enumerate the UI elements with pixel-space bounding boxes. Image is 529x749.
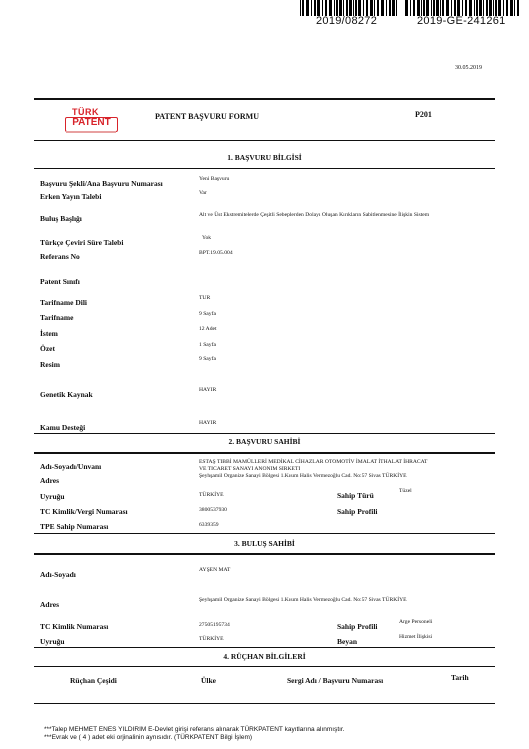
barcode-bar <box>325 0 327 16</box>
label-inventor-profile: Sahip Profili <box>337 622 378 631</box>
barcode-right <box>405 0 522 16</box>
barcode-bar <box>431 0 432 16</box>
barcode-bar <box>410 0 411 16</box>
label-owner-profile: Sahip Profili <box>337 507 378 516</box>
label-inventor-tc: TC Kimlik Numarası <box>40 622 109 631</box>
barcode-bar <box>339 0 342 16</box>
barcode-bar <box>483 0 484 16</box>
barcode-bar <box>474 0 475 16</box>
form-code: P201 <box>415 110 432 119</box>
barcode-bar <box>353 0 354 16</box>
value-inventor-address: Şeyhşamil Organize Sanayi Bölgesi 1.Kısım Halis Vermezoğlu Cad. No:57 Sivas TÜRKİYE <box>199 597 407 603</box>
section2-title: 2. BAŞVURU SAHİBİ <box>228 437 301 446</box>
value-owner-type: Tüzel <box>399 488 412 494</box>
form-title: PATENT BAŞVURU FORMU <box>155 112 260 121</box>
section3-title: 3. BULUŞ SAHİBİ <box>234 539 295 548</box>
value-applicant-address: Şeyhşamil Organize Sanayi Bölgesi 1.Kısım Halis Vermezoğlu Cad. No:57 Sivas TÜRKİYE <box>199 473 407 479</box>
barcode-bar <box>366 0 368 16</box>
barcode-bar <box>442 0 444 16</box>
document-date: 30.05.2019 <box>455 65 482 71</box>
value-inventor-profile: Arge Personeli <box>399 619 433 625</box>
label-abstract: Özet <box>40 344 55 353</box>
label-inventor-nationality: Uyruğu <box>40 637 65 646</box>
barcode-bar <box>503 0 504 16</box>
barcode-bar <box>469 0 472 16</box>
barcode-bar <box>514 0 515 16</box>
barcode-bar <box>454 0 456 16</box>
barcode-bar <box>343 0 344 16</box>
label-description-language: Tarifname Dili <box>40 298 88 307</box>
barcode-right-number: 2019-GE-241261 <box>417 15 506 27</box>
value-translation-request: Yok <box>202 235 212 241</box>
barcode-bar <box>389 0 391 16</box>
label-description: Tarifname <box>40 313 74 322</box>
value-invention-title: Alt ve Üst Ekstremitelerde Çeşitli Sebeplerden Dolayı Oluşan Kırıkların Sabitlenmesine İlişkin Sistem <box>199 212 430 218</box>
barcode-bar <box>349 0 352 16</box>
barcode-bar <box>386 0 387 16</box>
col-country: Ülke <box>201 676 216 685</box>
barcode-left <box>300 0 398 16</box>
barcode-bar <box>405 0 408 16</box>
barcode-bar <box>322 0 323 16</box>
value-applicant-name-line1: ESTAŞ TIBBİ MAMÜLLERİ MEDİKAL CİHAZLAR OTOMOTİV İMALAT İTHALAT İHRACAT <box>199 459 428 465</box>
barcode-bar <box>358 0 361 16</box>
barcode-bar <box>377 0 379 16</box>
value-claims: 12 Adet <box>199 326 217 332</box>
value-genetic-source: HAYIR <box>199 387 217 393</box>
value-public-support: HAYIR <box>199 420 217 426</box>
barcode-bar <box>314 0 316 16</box>
label-drawings: Resim <box>40 360 60 369</box>
label-tpe-number: TPE Sahip Numarası <box>40 522 109 531</box>
barcode-bar <box>311 0 312 16</box>
barcode-bar <box>498 0 501 16</box>
footer-note-1: ***Talep MEHMET ENES YILDIRIM E-Devlet girişi referans alınarak TÜRKPATENT kayıtlarına alınmıştır. <box>44 726 345 733</box>
barcode-bar <box>510 0 513 16</box>
section1-rule <box>34 168 495 169</box>
value-inventor-tc: 27505195734 <box>199 622 230 628</box>
value-abstract: 1 Sayfa <box>199 342 216 348</box>
barcode-bar <box>465 0 467 16</box>
label-tax-number: TC Kimlik/Vergi Numarası <box>40 507 128 516</box>
barcode-bar <box>363 0 364 16</box>
label-early-publication: Erken Yayın Talebi <box>40 192 102 201</box>
section4-bottom-rule <box>34 703 495 704</box>
value-inventor-nationality: TÜRKİYE <box>199 636 224 642</box>
value-description: 9 Sayfa <box>199 311 216 317</box>
label-inventor-address: Adres <box>40 600 60 609</box>
barcode-bar <box>506 0 508 16</box>
label-inventor-statement: Beyan <box>337 637 358 646</box>
value-tax-number: 3800537930 <box>199 507 227 513</box>
barcode-bar <box>440 0 441 16</box>
barcode-bar <box>317 0 320 16</box>
value-applicant-name-line2: VE TİCARET SANAYİ ANONİM ŞİRKETİ <box>199 466 301 470</box>
barcode-bar <box>462 0 463 16</box>
label-invention-title: Buluş Başlığı <box>40 214 82 223</box>
barcode-bar <box>495 0 497 16</box>
label-genetic-source: Genetik Kaynak <box>40 390 93 399</box>
label-application-type: Başvuru Şekli/Ana Başvuru Numarası <box>40 179 163 188</box>
section2-top-rule <box>34 433 495 434</box>
logo-tagline <box>66 131 116 133</box>
label-public-support: Kamu Desteği <box>40 423 86 432</box>
label-claims: İstem <box>40 329 58 338</box>
section4-rule <box>34 666 495 667</box>
section1-title: 1. BAŞVURU BİLGİSİ <box>227 153 302 162</box>
label-applicant-name: Adı-Soyadı/Unvanı <box>40 462 102 471</box>
section4-title: 4. RÜÇHAN BİLGİLERİ <box>223 652 306 661</box>
header-top-rule <box>34 98 495 100</box>
barcode-bar <box>374 0 375 16</box>
barcode-bar <box>479 0 482 16</box>
section2-rule <box>34 452 495 454</box>
value-applicant-nationality: TÜRKİYE <box>199 492 224 498</box>
barcode-bar <box>426 0 429 16</box>
barcode-bar <box>413 0 415 16</box>
value-inventor-name: AYŞEN MAT <box>199 567 231 573</box>
label-applicant-address: Adres <box>40 476 60 485</box>
value-early-publication: Var <box>199 190 207 196</box>
barcode-bar <box>346 0 348 16</box>
barcode-bar <box>436 0 439 16</box>
barcode-bar <box>381 0 384 16</box>
label-inventor-name: Adı-Soyadı <box>40 570 76 579</box>
barcode-bar <box>486 0 488 16</box>
logo-text-bottom: PATENT <box>72 117 111 128</box>
value-drawings: 9 Sayfa <box>199 356 216 362</box>
section4-top-rule <box>34 647 495 648</box>
barcode-bar <box>302 0 304 16</box>
section3-rule <box>34 553 495 555</box>
section3-top-rule <box>34 533 495 534</box>
barcode-bar <box>489 0 492 16</box>
value-application-type: Yeni Başvuru <box>199 176 230 182</box>
barcode-bar <box>392 0 395 16</box>
barcode-bar <box>300 0 301 16</box>
barcode-bar <box>417 0 420 16</box>
label-patent-class: Patent Sınıfı <box>40 277 80 286</box>
barcode-bar <box>334 0 335 16</box>
col-date: Tarih <box>451 673 469 682</box>
label-owner-type: Sahip Türü <box>337 491 374 500</box>
col-priority-type: Rüçhan Çeşidi <box>70 676 117 685</box>
barcode-bar <box>421 0 422 16</box>
footer-note-2: ***Evrak ve ( 4 ) adet eki orjinalinin aynısıdır. (TÜRKPATENT Bilgi İşlem) <box>44 734 253 741</box>
barcode-bar <box>433 0 435 16</box>
header-bottom-rule <box>34 140 495 141</box>
col-exhibition-number: Sergi Adı / Başvuru Numarası <box>287 676 384 685</box>
value-description-language: TUR <box>199 295 211 301</box>
barcode-bar <box>423 0 425 16</box>
label-applicant-nationality: Uyruğu <box>40 492 65 501</box>
barcode-bar <box>306 0 309 16</box>
barcode-bar <box>336 0 338 16</box>
value-reference-no: BPT.19.05.004 <box>199 250 233 256</box>
barcode-bar <box>446 0 449 16</box>
barcode-bar <box>370 0 373 16</box>
barcode-bar <box>476 0 478 16</box>
barcode-bar <box>517 0 519 16</box>
barcode-bar <box>396 0 397 16</box>
barcode-bar <box>355 0 357 16</box>
barcode-bar <box>493 0 494 16</box>
label-translation-request: Türkçe Çeviri Süre Talebi <box>40 238 124 247</box>
barcode-left-number: 2019/08272 <box>316 15 378 27</box>
value-inventor-statement: Hizmet İlişkisi <box>399 634 433 640</box>
logo-text-top: TÜRK <box>72 107 99 117</box>
barcode-bar <box>457 0 460 16</box>
barcode-bar <box>451 0 452 16</box>
label-reference-no: Referans No <box>40 252 80 261</box>
value-tpe-number: 6339359 <box>199 522 219 528</box>
barcode-bar <box>329 0 332 16</box>
